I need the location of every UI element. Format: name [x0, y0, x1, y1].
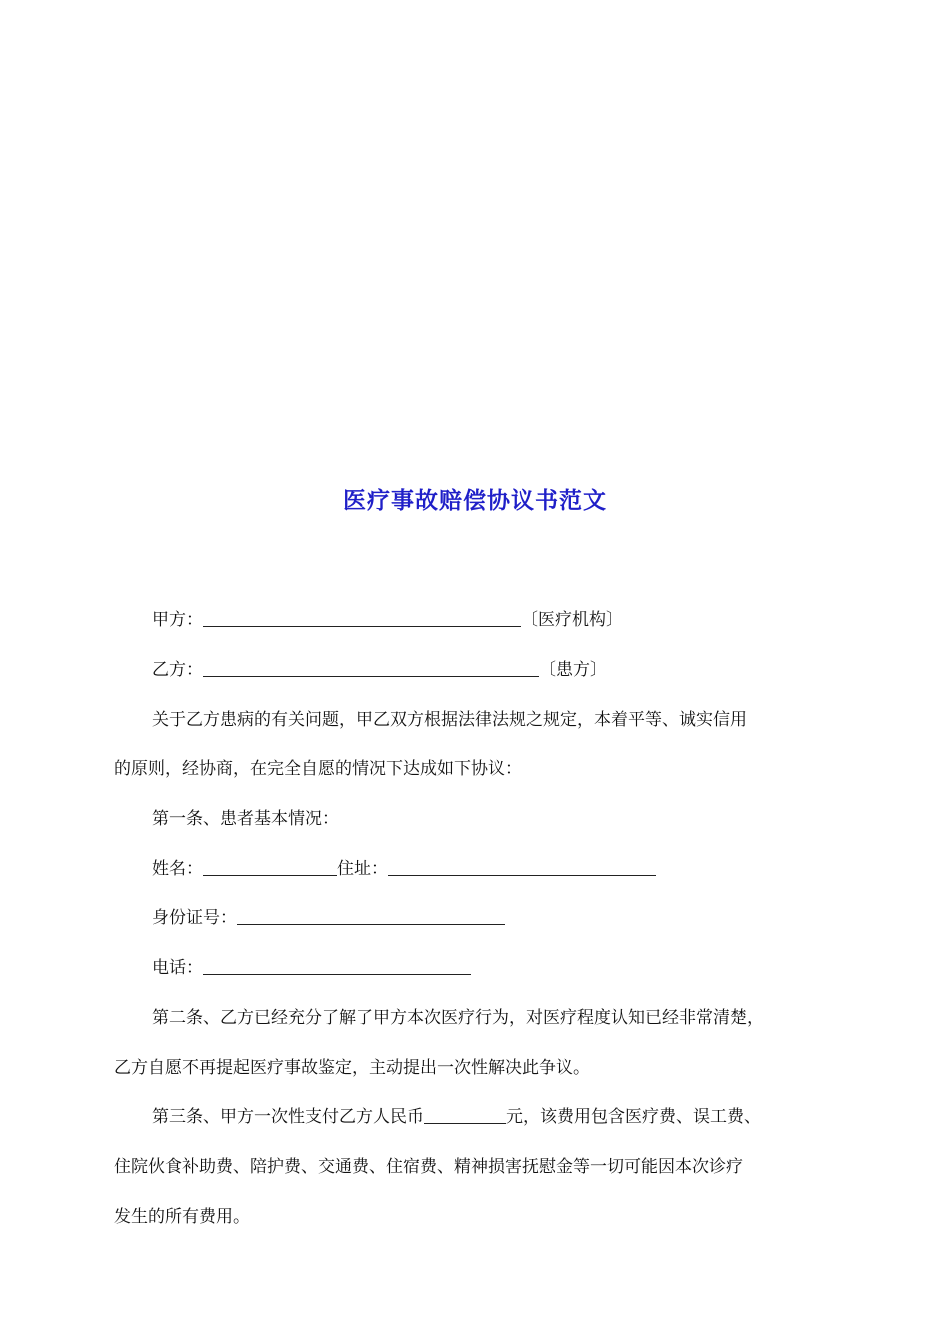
- article-2-line-1: 第二条、乙方已经充分了解了甲方本次医疗行为，对医疗程度认知已经非常清楚，: [152, 1008, 764, 1028]
- phone-blank[interactable]: [203, 956, 471, 975]
- phone-label: 电话：: [152, 958, 203, 978]
- id-number-line: [152, 906, 505, 930]
- id-label: 身份证号：: [152, 908, 237, 928]
- party-a-label: 甲方：: [152, 610, 203, 630]
- document-title: 医疗事故赔偿协议书范文: [343, 487, 607, 514]
- party-b-label: 乙方：: [152, 660, 203, 680]
- party-b-suffix: 〔患方〕: [539, 660, 607, 680]
- name-label: 姓名：: [152, 859, 203, 879]
- party-b-blank[interactable]: [203, 658, 539, 677]
- party-a-blank[interactable]: [203, 608, 521, 627]
- address-blank[interactable]: [388, 857, 656, 876]
- name-blank[interactable]: [203, 857, 337, 876]
- name-address-line: [152, 857, 656, 881]
- party-a-line: [152, 608, 623, 632]
- address-label: 住址：: [337, 859, 388, 879]
- intro-paragraph-line-1: 关于乙方患病的有关问题，甲乙双方根据法律法规之规定，本着平等、诚实信用: [152, 710, 747, 730]
- article-2-line-2: 乙方自愿不再提起医疗事故鉴定，主动提出一次性解决此争议。: [114, 1058, 590, 1078]
- party-a-suffix: 〔医疗机构〕: [521, 610, 623, 630]
- article-3-line-1: [152, 1105, 761, 1129]
- article-3-text-b: 元，该费用包含医疗费、误工费、: [506, 1107, 761, 1127]
- article-3-line-2: 住院伙食补助费、陪护费、交通费、住宿费、精神损害抚慰金等一切可能因本次诊疗: [114, 1157, 743, 1177]
- amount-blank[interactable]: [424, 1105, 506, 1124]
- article-3-text-a: 第三条、甲方一次性支付乙方人民币: [152, 1107, 424, 1127]
- intro-paragraph-line-2: 的原则，经协商，在完全自愿的情况下达成如下协议：: [114, 759, 522, 779]
- party-b-line: [152, 658, 607, 682]
- phone-line: [152, 956, 471, 980]
- article-3-line-3: 发生的所有费用。: [114, 1207, 250, 1227]
- id-blank[interactable]: [237, 906, 505, 925]
- article-1-heading: 第一条、患者基本情况：: [152, 809, 339, 829]
